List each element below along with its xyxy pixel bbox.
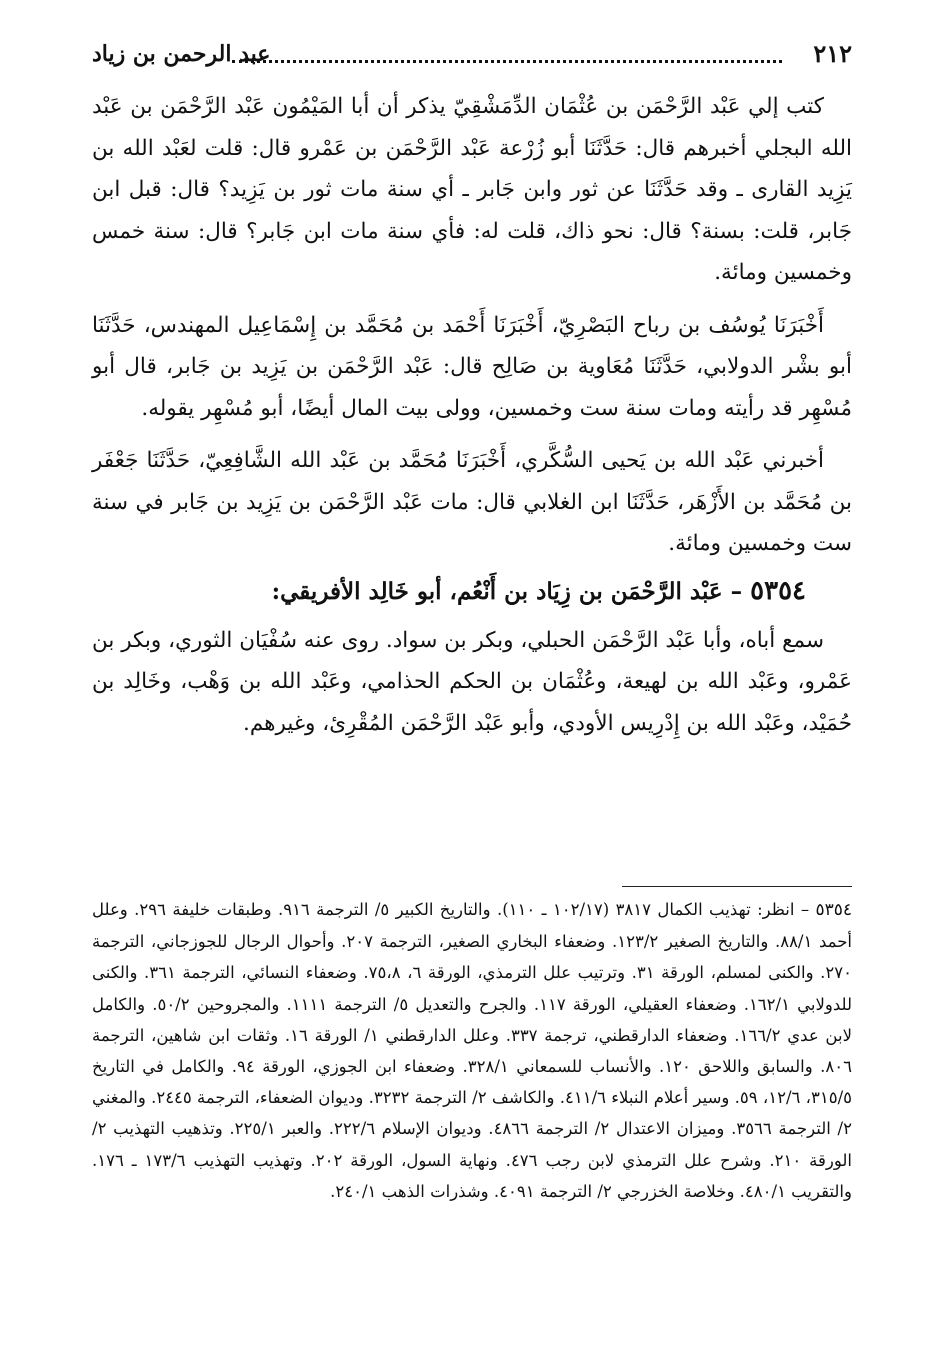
paragraph-2: أَخْبَرَنَا يُوسُف بن رباح البَصْرِيّ، أَخْبَرَنَا أَحْمَد بن مُحَمَّد بن إِسْمَاعِيل المهندس، حَدَّثَنَا أبو بشْر الدولابي، حَدَّثَنَا مُعَاوية بن صَالِح قال: عَبْد الرَّحْمَن بن يَزِيد بن جَابر، قال أبو مُسْهِر قد رأيته ومات سنة ست وخمسين، وولى بيت المال أيضًا، أبو مُسْهِر يقوله. (92, 312, 852, 421)
entry-heading (92, 567, 852, 616)
entry-title: – عَبْد الرَّحْمَن بن زِيَاد بن أَنْعُم، أبو خَالِد الأفريقي: (271, 577, 743, 605)
paragraph-1: كتب إلي عَبْد الرَّحْمَن بن عُثْمَان الدِّمَشْقِيّ يذكر أن أبا المَيْمُون عَبْد الرَّحْمَن بن عَبْد الله البجلي أخبرهم قال: حَدَّثَنَا أبو زُرْعة عَبْد الرَّحْمَن بن عَمْرو قال: قلت لعَبْد الله بن يَزِيد القارى ـ وقد حَدَّثَنَا عن ثور وابن جَابر ـ أي سنة مات ثور بن يَزِيد؟ قال: قبل ابن جَابر، قلت: بسنة؟ قال: نحو ذاك، قلت له: فأي سنة مات ابن جَابر؟ قال: سنة خمس وخمسين ومائة. (92, 94, 852, 285)
entry-paragraph: سمع أباه، وأبا عَبْد الرَّحْمَن الحبلي، وبكر بن سواد. روى عنه سُفْيَان الثوري، وبكر بن عَمْرو، وعَبْد الله بن لهيعة، وعُثْمَان بن الحكم الحذامي، وعَبْد الله بن وَهْب، وخَالِد بن حُمَيْد، وعَبْد الله بن إِدْرِيس الأودي، وأبو عَبْد الرَّحْمَن المُقْرِئ، وغيرهم. (92, 627, 852, 736)
header-dot-leader (232, 60, 782, 63)
footnote-number: ٥٣٥٤ (815, 900, 853, 920)
running-title: عبد الرحمن بن زياد (92, 41, 271, 67)
running-header (92, 34, 852, 74)
footnote-separator (622, 886, 852, 887)
footnote (92, 894, 852, 1207)
book-page (92, 34, 852, 1334)
footnote-text: – انظر: تهذيب الكمال ٣٨١٧ (١٠٢/١٧ ـ ١١٠). والتاريخ الكبير ٥/ الترجمة ٩١٦. وطبقات خليفة ٢٩٦. وعلل أحمد ٨٨/١. والتاريخ الصغير ١٢٣/٢. وضعفاء البخاري الصغير، الترجمة ٢٠٧. وأحوال الرجال للجوزجاني، الترجمة ٢٧٠. والكنى لمسلم، الورقة ٣١. وترتيب علل الترمذي، الورقة ٦، ٧٥،٨. وضعفاء النسائي، الترجمة ٣٦١. والكنى للدولابي ١٦٢/١. وضعفاء العقيلي، الورقة ١١٧. والجرح والتعديل ٥/ الترجمة ١١١١. والمجروحين ٥٠/٢. والكامل لابن عدي ١٦٦/٢. وضعفاء الدارقطني، ترجمة ٣٣٧. وعلل الدارقطني ١/ الورقة ١٦. وثقات ابن شاهين، الترجمة ٨٠٦. والسابق واللاحق ١٢٠. والأنساب للسمعاني ٣٢٨/١. وضعفاء ابن الجوزي، الورقة ٩٤. والكامل في التاريخ ٣١٥/٥، ١٢/٦، ٥٩. وسير أعلام النبلاء ٤١١/٦. والكاشف ٢/ الترجمة ٣٢٣٢. وديوان الضعفاء، الترجمة ٢٤٤٥. والمغني ٢/ الترجمة ٣٥٦٦. وميزان الاعتدال ٢/ الترجمة ٤٨٦٦. وديوان الإسلام ٢٢٢/٦. والعبر ٢٢٥/١. وتذهيب التهذيب ٢/ الورقة ٢١٠. وشرح علل الترمذي لابن رجب ٤٧٦. ونهاية السول، الورقة ٢٠٢. وتهذيب التهذيب ١٧٣/٦ ـ ١٧٦. والتقريب ٤٨٠/١. وخلاصة الخزرجي ٢/ الترجمة ٤٠٩١. وشذرات الذهب ٢٤٠/١. (92, 900, 853, 1201)
paragraph-3: أخبرني عَبْد الله بن يَحيى السُّكَّري، أَخْبَرَنَا مُحَمَّد بن عَبْد الله الشَّافِعِيّ، حَدَّثَنَا جَعْفَر بن مُحَمَّد بن الأَزْهَر، حَدَّثَنَا ابن الغلابي قال: مات عَبْد الرَّحْمَن بن يَزِيد بن جَابر في سنة ست وخمسين ومائة. (92, 448, 852, 556)
page-number: ٢١٢ (813, 39, 852, 68)
entry-number: ٥٣٥٤ (750, 575, 806, 606)
